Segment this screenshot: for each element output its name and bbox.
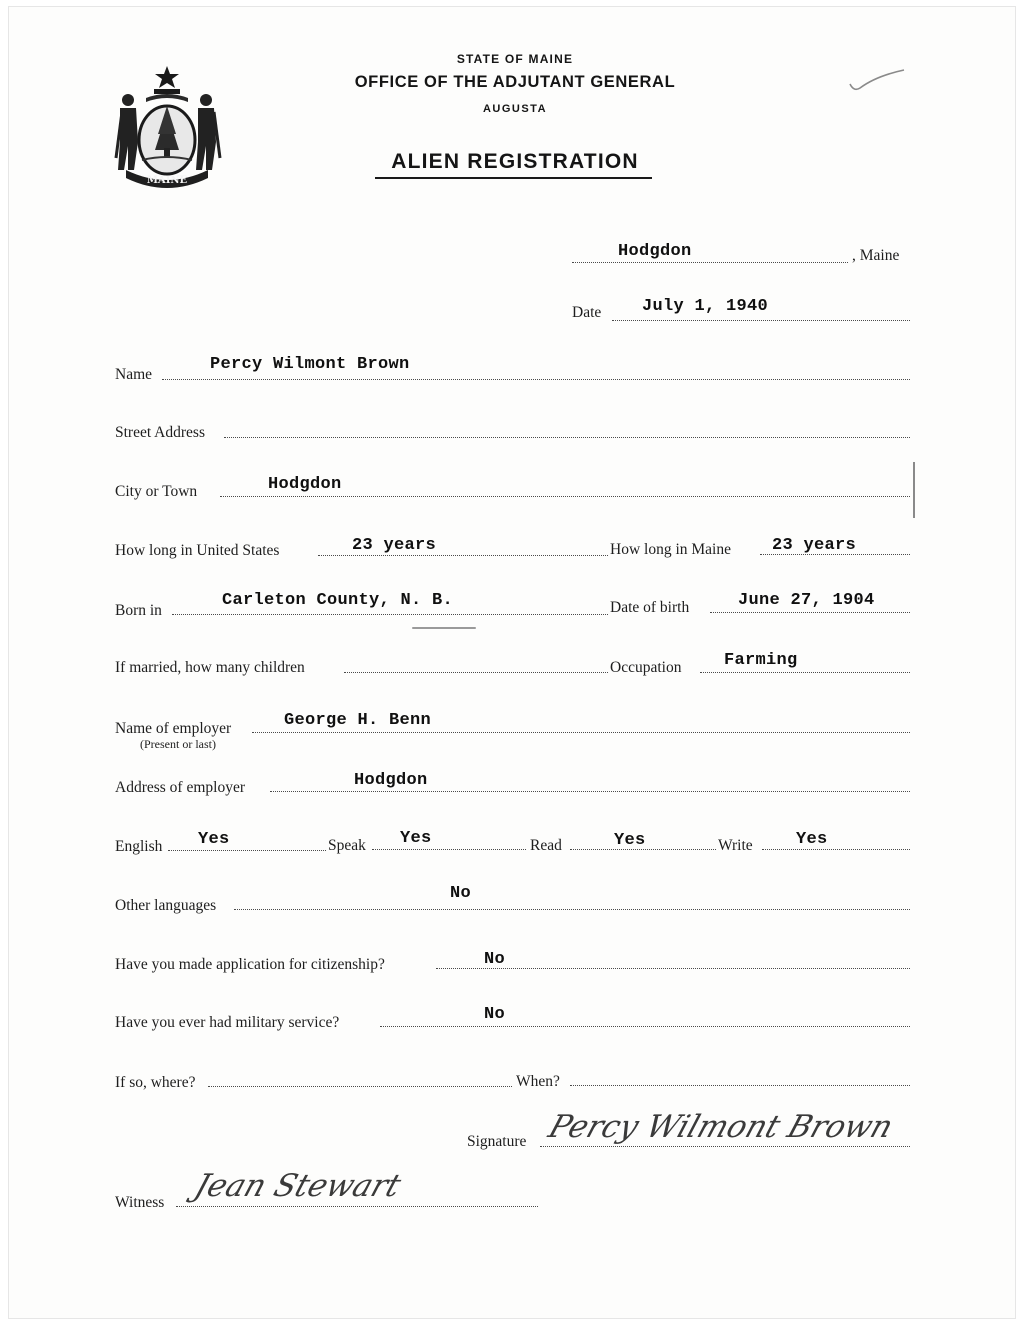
- when-line: [570, 1085, 910, 1086]
- form-title: ALIEN REGISTRATION: [391, 150, 639, 173]
- office-heading: OFFICE OF THE ADJUTANT GENERAL: [354, 73, 676, 91]
- how-long-us-line: [318, 555, 608, 556]
- military-value[interactable]: No: [484, 1005, 506, 1024]
- speak-label: Speak: [328, 837, 366, 854]
- employer-value[interactable]: George H. Benn: [284, 711, 432, 730]
- town-value[interactable]: Hodgdon: [618, 242, 692, 261]
- how-long-maine-value[interactable]: 23 years: [772, 536, 857, 555]
- employer-line: [252, 732, 910, 733]
- english-line: [168, 850, 326, 851]
- military-label: Have you ever had military service?: [115, 1014, 340, 1031]
- occupation-line: [700, 672, 910, 673]
- military-line: [380, 1026, 910, 1027]
- employer-address-label: Address of employer: [115, 779, 245, 796]
- seal-text: MAINE: [146, 175, 188, 186]
- read-value[interactable]: Yes: [614, 831, 646, 850]
- street-address-line: [224, 437, 910, 438]
- other-languages-line: [234, 909, 910, 910]
- employer-sublabel: (Present or last): [140, 737, 216, 751]
- maine-state-seal-icon: [112, 62, 222, 190]
- name-line: [162, 379, 910, 380]
- city-value[interactable]: Hodgdon: [268, 475, 342, 494]
- write-value[interactable]: Yes: [796, 830, 828, 849]
- date-value[interactable]: July 1, 1940: [642, 297, 769, 316]
- date-label: Date: [572, 304, 602, 321]
- how-long-us-label: How long in United States: [115, 542, 280, 559]
- occupation-value[interactable]: Farming: [724, 651, 798, 670]
- born-in-label: Born in: [115, 602, 162, 619]
- employer-address-value[interactable]: Hodgdon: [354, 771, 428, 790]
- state-heading: STATE OF MAINE: [456, 52, 574, 66]
- city-line: [220, 496, 910, 497]
- born-in-line: [172, 614, 608, 615]
- signature-value[interactable]: Percy Wilmont Brown: [544, 1109, 898, 1145]
- signature-label: Signature: [467, 1133, 527, 1150]
- citizenship-line: [436, 968, 910, 969]
- date-line: [612, 320, 910, 321]
- name-value[interactable]: Percy Wilmont Brown: [210, 355, 410, 374]
- children-label: If married, how many children: [115, 659, 305, 676]
- english-label: English: [115, 838, 163, 855]
- checkmark-icon: [846, 66, 908, 94]
- english-value[interactable]: Yes: [198, 830, 230, 849]
- street-address-label: Street Address: [115, 424, 205, 441]
- witness-label: Witness: [115, 1194, 165, 1211]
- how-long-maine-label: How long in Maine: [610, 541, 731, 558]
- witness-value[interactable]: Jean Stewart: [190, 1168, 406, 1204]
- write-line: [762, 849, 910, 850]
- date-of-birth-value[interactable]: June 27, 1904: [738, 591, 875, 610]
- date-of-birth-line: [710, 612, 910, 613]
- witness-line: [176, 1206, 538, 1207]
- town-line: [572, 262, 848, 263]
- city-heading: AUGUSTA: [482, 103, 548, 115]
- children-line: [344, 672, 608, 673]
- title-underline: [375, 177, 652, 179]
- other-languages-label: Other languages: [115, 897, 217, 914]
- citizenship-label: Have you made application for citizenship?: [115, 956, 385, 973]
- signature-line: [540, 1146, 910, 1147]
- born-in-value[interactable]: Carleton County, N. B.: [222, 591, 454, 610]
- employer-label: Name of employer: [115, 720, 232, 737]
- other-languages-value[interactable]: No: [450, 884, 472, 903]
- where-label: If so, where?: [115, 1074, 196, 1091]
- ink-smudge: [412, 627, 476, 629]
- edge-mark: [913, 462, 915, 518]
- speak-value[interactable]: Yes: [400, 829, 432, 848]
- when-label: When?: [516, 1073, 560, 1090]
- employer-address-line: [270, 791, 910, 792]
- state-suffix-label: , Maine: [852, 247, 900, 264]
- date-of-birth-label: Date of birth: [610, 599, 690, 616]
- read-label: Read: [530, 837, 562, 854]
- how-long-us-value[interactable]: 23 years: [352, 536, 437, 555]
- name-label: Name: [115, 366, 153, 383]
- write-label: Write: [718, 837, 753, 854]
- occupation-label: Occupation: [610, 659, 682, 676]
- citizenship-value[interactable]: No: [484, 950, 506, 969]
- where-line: [208, 1086, 512, 1087]
- speak-line: [372, 849, 526, 850]
- city-label: City or Town: [115, 483, 198, 500]
